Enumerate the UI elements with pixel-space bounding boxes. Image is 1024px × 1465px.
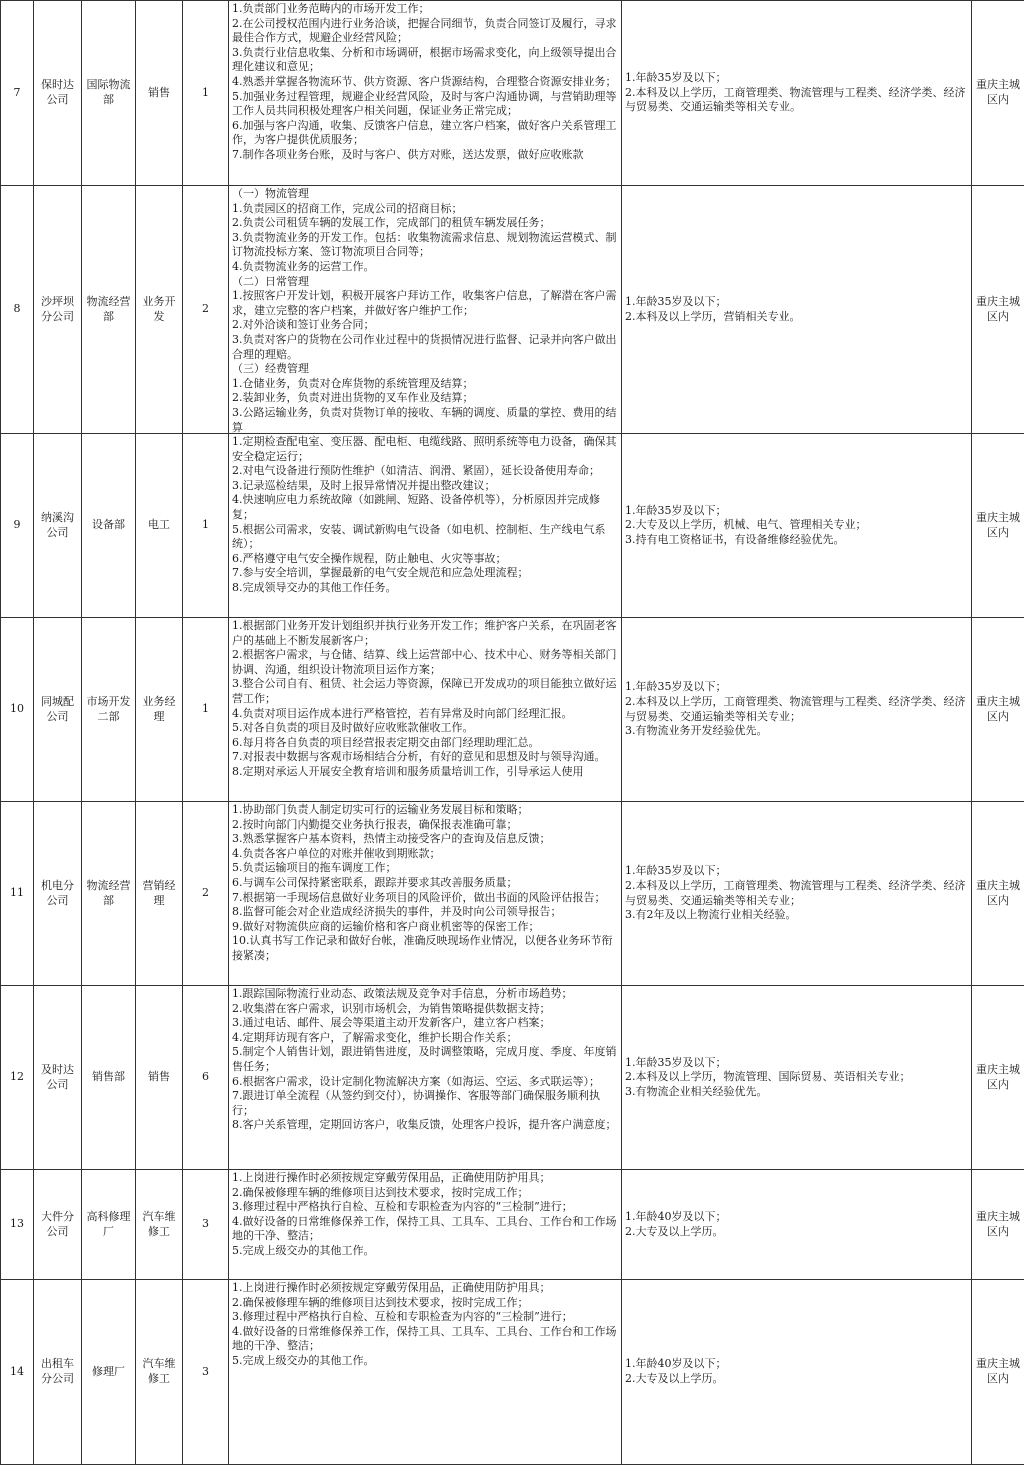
- duty-line: 5.对各自负责的项目及时做好应收账款催收工作。: [232, 721, 618, 736]
- no-text: 10: [10, 702, 24, 715]
- row-number: [1, 186, 34, 434]
- duty-line: 3.负责对客户的货物在公司作业过程中的货损情况进行监督、记录并向客户做出合理的理赔。: [232, 333, 618, 362]
- no-text: 14: [10, 1365, 24, 1378]
- duty-line: 5.根据公司需求，安装、调试新购电气设备（如电机、控制柜、生产线电气系统）；: [232, 523, 618, 552]
- duties-cell: [229, 1170, 622, 1280]
- duty-line: 1.仓储业务，负责对仓库货物的系统管理及结算；: [232, 377, 618, 392]
- department-cell: [82, 618, 136, 802]
- count-text: 1: [202, 702, 209, 715]
- company-text: 及时达公司: [41, 1063, 74, 1091]
- duty-line: 5.完成上级交办的其他工作。: [232, 1354, 618, 1369]
- location-text: 重庆主城区内: [976, 295, 1020, 323]
- no-text: 8: [14, 302, 21, 315]
- department-text: 修理厂: [92, 1365, 125, 1378]
- position-cell: [136, 434, 183, 618]
- count-text: 2: [202, 302, 209, 315]
- duty-line: 3.修理过程中严格执行自检、互检和专职检查为内容的“三检制”进行；: [232, 1310, 618, 1325]
- company-cell: [34, 1, 82, 186]
- headcount-cell: [183, 618, 229, 802]
- headcount-cell: [183, 1, 229, 186]
- duty-line: （一）物流管理: [232, 187, 618, 202]
- location-text: 重庆主城区内: [976, 879, 1020, 907]
- location-cell: [972, 434, 1024, 618]
- requirement-line: 1.年龄35岁及以下；: [625, 295, 968, 310]
- duty-line: 3.公路运输业务，负责对货物订单的接收、车辆的调度、质量的掌控、费用的结算: [232, 406, 618, 433]
- position-text: 销售: [148, 86, 170, 99]
- position-cell: [136, 802, 183, 986]
- duty-line: 8.定期对承运人开展安全教育培训和服务质量培训工作，引导承运人使用: [232, 765, 618, 780]
- duty-line: 1.按照客户开发计划，积极开展客户拜访工作，收集客户信息，了解潜在客户需求，建立完整的客户档案，并做好客户维护工作；: [232, 289, 618, 318]
- requirements-cell: [622, 434, 972, 618]
- duty-line: 7.跟进订单全流程（从签约到交付），协调操作、客服等部门确保服务顺利执行；: [232, 1089, 618, 1118]
- count-text: 3: [202, 1365, 209, 1378]
- duty-line: 6.根据客户需求，设计定制化物流解决方案（如海运、空运、多式联运等）；: [232, 1075, 618, 1090]
- duty-line: 6.加强与客户沟通，收集、反馈客户信息，建立客户档案，做好客户关系管理工作，为客户提供优质服务；: [232, 119, 618, 148]
- duties-cell: [229, 434, 622, 618]
- requirement-line: 1.年龄35岁及以下；: [625, 680, 968, 695]
- requirement-line: 1.年龄35岁及以下；: [625, 504, 968, 519]
- duty-line: 2.装卸业务，负责对进出货物的叉车作业及结算；: [232, 391, 618, 406]
- duty-line: 4.负责物流业务的运营工作。: [232, 260, 618, 275]
- location-cell: [972, 802, 1024, 986]
- company-cell: [34, 618, 82, 802]
- row-number: [1, 1170, 34, 1280]
- duties-cell: [229, 986, 622, 1170]
- requirement-line: 1.年龄40岁及以下；: [625, 1357, 968, 1372]
- duty-line: 2.收集潜在客户需求，识别市场机会，为销售策略提供数据支持；: [232, 1002, 618, 1017]
- requirement-line: 2.大专及以上学历。: [625, 1225, 968, 1240]
- count-text: 6: [202, 1070, 209, 1083]
- duty-line: 10.认真书写工作记录和做好台帐，准确反映现场作业情况，以便各业务环节衔接紧凑；: [232, 934, 618, 963]
- table-row: [1, 186, 1024, 434]
- duty-line: 1.上岗进行操作时必须按规定穿戴劳保用品，正确使用防护用具；: [232, 1281, 618, 1296]
- duty-line: 3.负责行业信息收集、分析和市场调研，根据市场需求变化，向上级领导提出合理化建议和意见；: [232, 46, 618, 75]
- duty-line: 2.对电气设备进行预防性维护（如清洁、润滑、紧固），延长设备使用寿命；: [232, 464, 618, 479]
- duty-line: 4.定期拜访现有客户，了解需求变化，维护长期合作关系；: [232, 1031, 618, 1046]
- duty-line: 7.对报表中数据与客观市场相结合分析，有好的意见和思想及时与领导沟通。: [232, 750, 618, 765]
- requirement-line: 2.本科及以上学历，工商管理类、物流管理与工程类、经济学类、经济与贸易类、交通运输类等相关专业；: [625, 879, 968, 908]
- position-cell: [136, 986, 183, 1170]
- location-text: 重庆主城区内: [976, 511, 1020, 539]
- requirements-cell: [622, 1, 972, 186]
- position-text: 销售: [148, 1070, 170, 1083]
- duty-line: 1.跟踪国际物流行业动态、政策法规及竞争对手信息，分析市场趋势；: [232, 987, 618, 1002]
- location-text: 重庆主城区内: [976, 695, 1020, 723]
- table-row: [1, 434, 1024, 618]
- requirement-line: 3.有2年及以上物流行业相关经验。: [625, 908, 968, 923]
- company-cell: [34, 986, 82, 1170]
- duty-line: 3.熟悉掌握客户基本资料，热情主动接受客户的查询及信息反馈；: [232, 832, 618, 847]
- duty-line: 2.根据客户需求，与仓储、结算、线上运营部中心、技术中心、财务等相关部门协调、沟通，组织设计物流项目运作方案；: [232, 648, 618, 677]
- department-text: 高科修理厂: [87, 1210, 131, 1238]
- position-cell: [136, 1, 183, 186]
- department-cell: [82, 1170, 136, 1280]
- duty-line: 4.负责各客户单位的对账并催收到期账款；: [232, 847, 618, 862]
- department-cell: [82, 802, 136, 986]
- row-number: [1, 986, 34, 1170]
- duty-line: 1.上岗进行操作时必须按规定穿戴劳保用品，正确使用防护用具；: [232, 1171, 618, 1186]
- duty-line: 7.根据第一手现场信息做好业务项目的风险评价，做出书面的风险评估报告；: [232, 891, 618, 906]
- location-cell: [972, 1, 1024, 186]
- duty-line: 1.负责园区的招商工作，完成公司的招商目标；: [232, 202, 618, 217]
- requirement-line: 2.大专及以上学历。: [625, 1372, 968, 1387]
- no-text: 11: [10, 886, 24, 899]
- department-text: 物流经营部: [87, 879, 131, 907]
- requirement-line: 2.本科及以上学历，营销相关专业。: [625, 310, 968, 325]
- duty-line: 6.每月将各自负责的项目经营报表定期交由部门经理助理汇总。: [232, 736, 618, 751]
- no-text: 13: [10, 1217, 24, 1230]
- duty-line: 1.协助部门负责人制定切实可行的运输业务发展目标和策略；: [232, 803, 618, 818]
- row-number: [1, 1280, 34, 1465]
- duty-line: 7.制作各项业务台账，及时与客户、供方对账，送达发票，做好应收账款: [232, 148, 618, 163]
- duties-cell: [229, 1, 622, 186]
- company-cell: [34, 186, 82, 434]
- headcount-cell: [183, 986, 229, 1170]
- requirement-line: 3.有物流企业相关经验优先。: [625, 1085, 968, 1100]
- requirements-cell: [622, 618, 972, 802]
- count-text: 2: [202, 886, 209, 899]
- location-cell: [972, 186, 1024, 434]
- department-text: 销售部: [92, 1070, 125, 1083]
- table-row: [1, 1170, 1024, 1280]
- duty-line: 2.对外洽谈和签订业务合同；: [232, 318, 618, 333]
- no-text: 7: [14, 86, 21, 99]
- duty-line: 1.负责部门业务范畴内的市场开发工作；: [232, 2, 618, 17]
- requirement-line: 1.年龄40岁及以下；: [625, 1210, 968, 1225]
- position-cell: [136, 1170, 183, 1280]
- duty-line: （三）经费管理: [232, 362, 618, 377]
- table-row: [1, 1, 1024, 186]
- table-row: [1, 802, 1024, 986]
- duty-line: 6.严格遵守电气安全操作规程，防止触电、火灾等事故；: [232, 552, 618, 567]
- duty-line: 7.参与安全培训，掌握最新的电气安全规范和应急处理流程；: [232, 566, 618, 581]
- requirement-line: 1.年龄35岁及以下；: [625, 71, 968, 86]
- requirement-line: 3.有物流业务开发经验优先。: [625, 724, 968, 739]
- location-cell: [972, 1280, 1024, 1465]
- duty-line: 5.完成上级交办的其他工作。: [232, 1244, 618, 1259]
- duty-line: 2.确保被修理车辆的维修项目达到技术要求，按时完成工作；: [232, 1186, 618, 1201]
- company-text: 纳溪沟公司: [41, 511, 74, 539]
- position-text: 电工: [148, 518, 170, 531]
- location-cell: [972, 986, 1024, 1170]
- company-text: 机电分公司: [41, 879, 74, 907]
- position-cell: [136, 618, 183, 802]
- duty-line: 8.完成领导交办的其他工作任务。: [232, 581, 618, 596]
- requirements-cell: [622, 1280, 972, 1465]
- location-text: 重庆主城区内: [976, 1063, 1020, 1091]
- department-cell: [82, 186, 136, 434]
- company-text: 沙坪坝分公司: [41, 295, 74, 323]
- duty-line: 4.负责对项目运作成本进行严格管控，若有异常及时向部门经理汇报。: [232, 707, 618, 722]
- row-number: [1, 618, 34, 802]
- position-text: 汽车维修工: [143, 1210, 176, 1238]
- duty-line: 9.做好对物流供应商的运输价格和客户商业机密等的保密工作；: [232, 920, 618, 935]
- company-text: 出租车分公司: [41, 1357, 74, 1385]
- position-text: 汽车维修工: [143, 1357, 176, 1385]
- duties-cell: [229, 802, 622, 986]
- duty-line: 2.按时向部门内勤提交业务执行报表，确保报表准确可靠；: [232, 818, 618, 833]
- duty-line: 1.根据部门业务开发计划组织并执行业务开发工作；维护客户关系，在巩固老客户的基础上不断发展新客户；: [232, 619, 618, 648]
- company-text: 同城配公司: [41, 695, 74, 723]
- requirement-line: 1.年龄35岁及以下；: [625, 864, 968, 879]
- location-cell: [972, 618, 1024, 802]
- duties-cell: [229, 186, 622, 434]
- requirement-line: 3.持有电工资格证书，有设备维修经验优先。: [625, 533, 968, 548]
- duty-line: 3.整合公司自有、租赁、社会运力等资源，保障已开发成功的项目能独立做好运营工作；: [232, 677, 618, 706]
- department-cell: [82, 1280, 136, 1465]
- duty-line: 4.做好设备的日常维修保养工作，保持工具、工具车、工具台、工作台和工作场地的干净、整洁；: [232, 1215, 618, 1244]
- position-cell: [136, 186, 183, 434]
- duty-line: 3.负责物流业务的开发工作。包括：收集物流需求信息、规划物流运营模式、制订物流投标方案、签订物流项目合同等；: [232, 231, 618, 260]
- duty-line: 2.确保被修理车辆的维修项目达到技术要求，按时完成工作；: [232, 1296, 618, 1311]
- department-cell: [82, 434, 136, 618]
- no-text: 9: [14, 518, 21, 531]
- location-text: 重庆主城区内: [976, 78, 1020, 106]
- department-cell: [82, 1, 136, 186]
- requirement-line: 2.大专及以上学历，机械、电气、管理相关专业；: [625, 518, 968, 533]
- duty-line: 3.记录巡检结果，及时上报异常情况并提出整改建议；: [232, 479, 618, 494]
- company-text: 保时达公司: [41, 78, 74, 106]
- table-row: [1, 986, 1024, 1170]
- requirements-cell: [622, 802, 972, 986]
- duty-line: 8.客户关系管理，定期回访客户，收集反馈，处理客户投诉，提升客户满意度；: [232, 1118, 618, 1133]
- department-text: 国际物流部: [87, 78, 131, 106]
- row-number: [1, 802, 34, 986]
- position-text: 营销经理: [143, 879, 176, 907]
- duty-line: 3.通过电话、邮件、展会等渠道主动开发新客户，建立客户档案；: [232, 1016, 618, 1031]
- requirement-line: 2.本科及以上学历，工商管理类、物流管理与工程类、经济学类、经济与贸易类、交通运输类等相关专业。: [625, 86, 968, 115]
- duties-cell: [229, 1280, 622, 1465]
- duty-line: 2.在公司授权范围内进行业务洽谈，把握合同细节，负责合同签订及履行，寻求最佳合作方式，规避企业经营风险；: [232, 17, 618, 46]
- requirements-cell: [622, 186, 972, 434]
- count-text: 1: [202, 518, 209, 531]
- company-text: 大件分公司: [41, 1210, 74, 1238]
- headcount-cell: [183, 802, 229, 986]
- duty-line: （二）日常管理: [232, 275, 618, 290]
- department-text: 物流经营部: [87, 295, 131, 323]
- company-cell: [34, 1280, 82, 1465]
- row-number: [1, 434, 34, 618]
- duty-line: 5.负责运输项目的拖车调度工作；: [232, 861, 618, 876]
- headcount-cell: [183, 1280, 229, 1465]
- duty-line: 3.修理过程中严格执行自检、互检和专职检查为内容的“三检制”进行；: [232, 1200, 618, 1215]
- row-number: [1, 1, 34, 186]
- duty-line: 5.制定个人销售计划，跟进销售进度，及时调整策略，完成月度、季度、年度销售任务；: [232, 1045, 618, 1074]
- duty-line: 1.定期检查配电室、变压器、配电柜、电缆线路、照明系统等电力设备，确保其安全稳定运行；: [232, 435, 618, 464]
- location-cell: [972, 1170, 1024, 1280]
- headcount-cell: [183, 186, 229, 434]
- headcount-cell: [183, 434, 229, 618]
- requirement-line: 2.本科及以上学历，工商管理类、物流管理与工程类、经济学类、经济与贸易类、交通运输类等相关专业；: [625, 695, 968, 724]
- duty-line: 5.加强业务过程管理，规避企业经营风险，及时与客户沟通协调，与营销助理等工作人员共同积极处理客户相关问题，保证业务正常完成；: [232, 90, 618, 119]
- department-cell: [82, 986, 136, 1170]
- duties-cell: [229, 618, 622, 802]
- requirements-cell: [622, 1170, 972, 1280]
- no-text: 12: [10, 1070, 24, 1083]
- department-text: 市场开发二部: [87, 695, 131, 723]
- duty-line: 4.快速响应电力系统故障（如跳闸、短路、设备停机等），分析原因并完成修复；: [232, 493, 618, 522]
- duty-line: 4.熟悉并掌握各物流环节、供方资源、客户货源结构，合理整合资源安排业务；: [232, 75, 618, 90]
- company-cell: [34, 434, 82, 618]
- table-row: [1, 1280, 1024, 1465]
- count-text: 3: [202, 1217, 209, 1230]
- location-text: 重庆主城区内: [976, 1210, 1020, 1238]
- requirements-cell: [622, 986, 972, 1170]
- company-cell: [34, 1170, 82, 1280]
- position-text: 业务开发: [143, 295, 176, 323]
- location-text: 重庆主城区内: [976, 1357, 1020, 1385]
- department-text: 设备部: [92, 518, 125, 531]
- headcount-cell: [183, 1170, 229, 1280]
- position-cell: [136, 1280, 183, 1465]
- count-text: 1: [202, 86, 209, 99]
- duty-line: 8.监督可能会对企业造成经济损失的事件，并及时向公司领导报告；: [232, 905, 618, 920]
- requirement-line: 2.本科及以上学历，物流管理、国际贸易、英语相关专业；: [625, 1070, 968, 1085]
- table-row: [1, 618, 1024, 802]
- requirement-line: 1.年龄35岁及以下；: [625, 1056, 968, 1071]
- company-cell: [34, 802, 82, 986]
- duty-line: 4.做好设备的日常维修保养工作，保持工具、工具车、工具台、工作台和工作场地的干净、整洁；: [232, 1325, 618, 1354]
- position-text: 业务经理: [143, 695, 176, 723]
- duty-line: 2.负责公司租赁车辆的发展工作，完成部门的租赁车辆发展任务；: [232, 216, 618, 231]
- duty-line: 6.与调车公司保持紧密联系，跟踪并要求其改善服务质量；: [232, 876, 618, 891]
